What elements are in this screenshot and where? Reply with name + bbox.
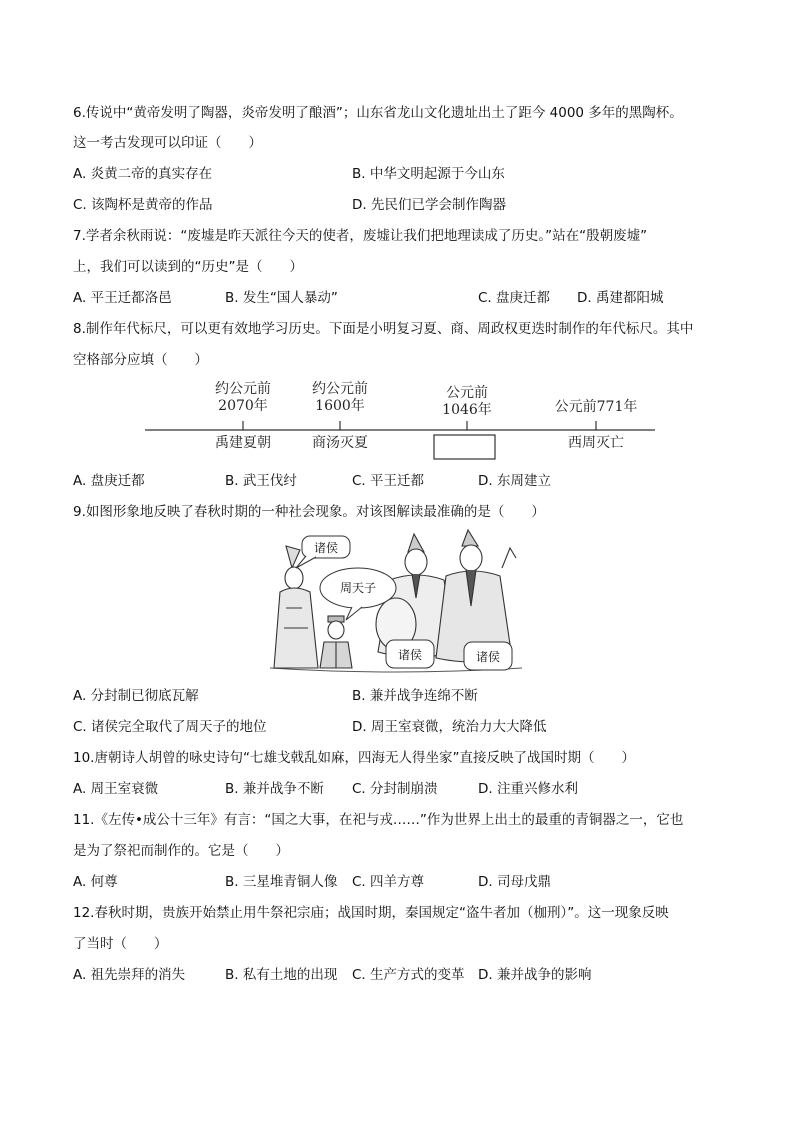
cartoon-illustration	[266, 528, 526, 678]
q12-option-c[interactable]: C. 生产方式的变革	[352, 967, 465, 983]
timeline-ruler	[140, 375, 660, 470]
q8-stem-line1: 8.制作年代标尺，可以更有效地学习历史。下面是小明复习夏、商、周政权更迭时制作的年代标尺。其中	[73, 321, 694, 337]
q7-option-a[interactable]: A. 平王迁都洛邑	[73, 290, 172, 306]
q8-stem-line2: 空格部分应填（ ）	[73, 352, 208, 368]
q6-option-d[interactable]: D. 先民们已学会制作陶器	[352, 197, 506, 213]
q9-option-b[interactable]: B. 兼并战争连绵不断	[352, 688, 478, 704]
q7-option-d[interactable]: D. 禹建都阳城	[577, 290, 664, 306]
q7-option-c[interactable]: C. 盘庚迁都	[478, 290, 551, 306]
q6-stem-line2: 这一考古发现可以印证（ ）	[73, 135, 262, 151]
noble-figure-left	[274, 546, 318, 668]
q11-stem-line2: 是为了祭祀而制作的。它是（ ）	[73, 843, 289, 859]
bubble-label: 周天子	[339, 581, 377, 595]
q9-option-d[interactable]: D. 周王室衰微，统治力大大降低	[352, 719, 547, 735]
q12-stem-line2: 了当时（ ）	[73, 936, 168, 952]
timeline-date-label: 1600年	[315, 398, 365, 414]
q11-option-d[interactable]: D. 司母戊鼎	[478, 874, 551, 890]
timeline-date-label: 2070年	[218, 398, 268, 414]
q6-option-c[interactable]: C. 该陶杯是黄帝的作品	[73, 197, 213, 213]
bubble-label: 诸侯	[475, 650, 501, 664]
q8-option-b[interactable]: B. 武王伐纣	[225, 473, 297, 489]
q10-option-d[interactable]: D. 注重兴修水利	[478, 781, 578, 797]
q6-option-a[interactable]: A. 炎黄二帝的真实存在	[73, 166, 213, 182]
timeline-date-label: 公元前	[446, 385, 488, 401]
q8-option-c[interactable]: C. 平王迁都	[352, 473, 425, 489]
q10-option-c[interactable]: C. 分封制崩溃	[352, 781, 438, 797]
speech-bubble	[296, 536, 350, 568]
q12-option-b[interactable]: B. 私有土地的出现	[225, 967, 338, 983]
timeline-blank-box[interactable]	[434, 435, 495, 459]
timeline-date-label: 约公元前	[215, 381, 271, 397]
q7-stem-line1: 7.学者余秋雨说：“废墟是昨天派往今天的使者，废墟让我们把地理读成了历史。”站在“殷朝废墟”	[73, 228, 648, 244]
q10-option-b[interactable]: B. 兼并战争不断	[225, 781, 324, 797]
bubble-label: 诸侯	[313, 541, 339, 555]
timeline-event-label: 商汤灭夏	[312, 435, 368, 451]
timeline-date-label: 1046年	[442, 402, 492, 418]
timeline-date-label: 约公元前	[312, 381, 368, 397]
q10-stem-line1: 10.唐朝诗人胡曾的咏史诗句“七雄戈戟乱如麻，四海无人得坐家”直接反映了战国时期（ ）	[73, 750, 635, 766]
q6-stem-line1: 6.传说中“黄帝发明了陶器，炎帝发明了酿酒”；山东省龙山文化遗址出土了距今 4000 多年的黑陶杯。	[73, 105, 683, 121]
q10-option-a[interactable]: A. 周王室衰微	[73, 781, 159, 797]
q11-option-a[interactable]: A. 何尊	[73, 874, 118, 890]
q6-option-b[interactable]: B. 中华文明起源于今山东	[352, 166, 505, 182]
zhou-king-figure	[320, 616, 352, 668]
q9-option-c[interactable]: C. 诸侯完全取代了周天子的地位	[73, 719, 267, 735]
bubble-label: 诸侯	[397, 648, 423, 662]
timeline-date-label: 公元前771年	[554, 399, 638, 415]
q11-option-c[interactable]: C. 四羊方尊	[352, 874, 425, 890]
q12-stem-line1: 12.春秋时期，贵族开始禁止用牛祭祀宗庙；战国时期，秦国规定“盗牛者加（枷刑）”。这一现象反映	[73, 905, 669, 921]
q7-option-b[interactable]: B. 发生“国人暴动”	[225, 290, 338, 306]
q11-stem-line1: 11.《左传•成公十三年》有言：“国之大事，在祀与戎……”作为世界上出土的最重的青铜器之一，它也	[73, 812, 684, 828]
timeline-event-label: 禹建夏朝	[215, 435, 271, 451]
q9-stem-line1: 9.如图形象地反映了春秋时期的一种社会现象。对该图解读最准确的是（ ）	[73, 504, 545, 520]
timeline-event-label: 西周灭亡	[568, 435, 624, 451]
q12-option-d[interactable]: D. 兼并战争的影响	[478, 967, 592, 983]
speech-bubble	[386, 640, 434, 668]
q8-option-d[interactable]: D. 东周建立	[478, 473, 551, 489]
q12-option-a[interactable]: A. 祖先崇拜的消失	[73, 967, 186, 983]
q9-option-a[interactable]: A. 分封制已彻底瓦解	[73, 688, 199, 704]
q7-stem-line2: 上，我们可以读到的“历史”是（ ）	[73, 259, 303, 275]
q11-option-b[interactable]: B. 三星堆青铜人像	[225, 874, 338, 890]
speech-bubble	[464, 642, 512, 670]
q8-option-a[interactable]: A. 盘庚迁都	[73, 473, 145, 489]
